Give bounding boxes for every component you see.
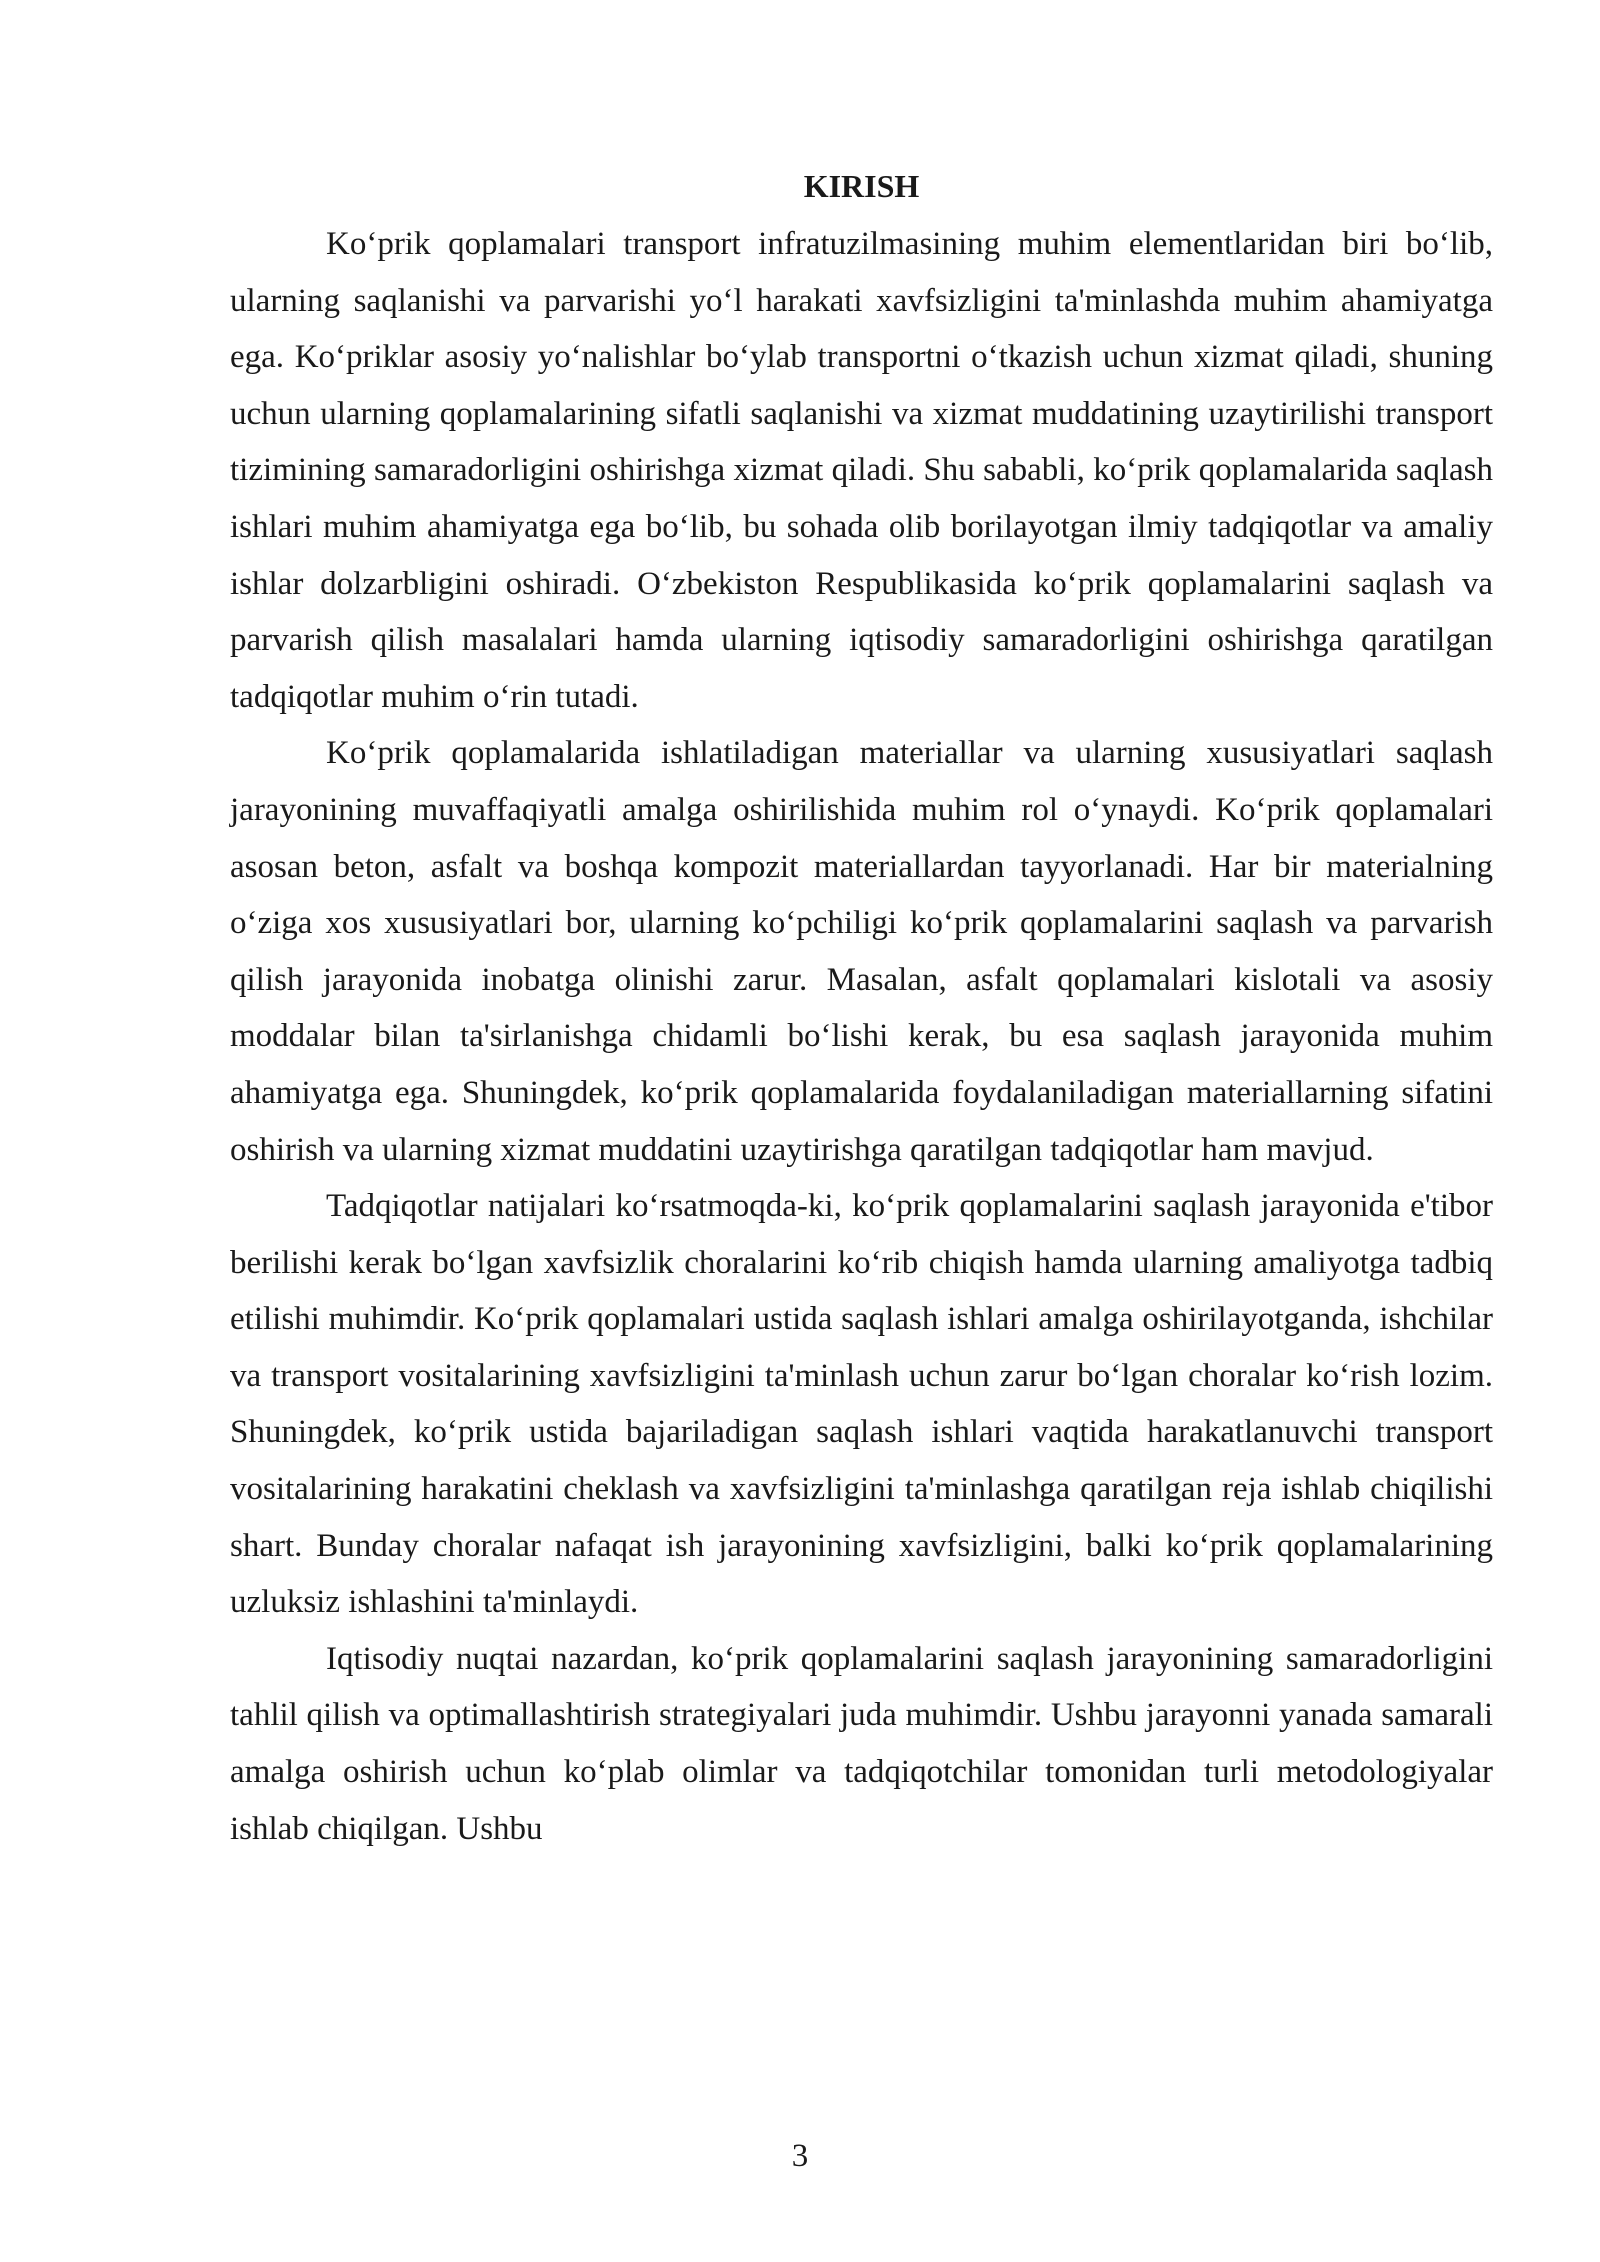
paragraph-2: Ko‘prik qoplamalarida ishlatiladigan materiallar va ularning xususiyatlari saqlash jarayonining muvaffaqiyatli amalga oshirilishida muhim rol o‘ynaydi. Ko‘prik qoplamalari asosan beton, asfalt va boshqa kompozit materiallardan tayyorlanadi. Har bir materialning o‘ziga xos xususiyatlari bor, ularning ko‘pchiligi ko‘prik qoplamalarini saqlash va parvarish qilish jarayonida inobatga olinishi zarur. Masalan, asfalt qoplamalari kislotali va asosiy moddalar bilan ta'sirlanishga chidamli bo‘lishi kerak, bu esa saqlash jarayonida muhim ahamiyatga ega. Shuningdek, ko‘prik qoplamalarida foydalaniladigan materiallarning sifatini oshirish va ularning xizmat muddatini uzaytirishga qaratilgan tadqiqotlar ham mavjud. — [230, 735, 1493, 1168]
page-content — [230, 162, 1493, 1857]
paragraph-4: Iqtisodiy nuqtai nazardan, ko‘prik qoplamalarini saqlash jarayonining samaradorligini tahlil qilish va optimallashtirish strategiyalari juda muhimdir. Ushbu jarayonni yanada samarali amalga oshirish uchun ko‘plab olimlar va tadqiqotchilar tomonidan turli metodologiyalar ishlab chiqilgan. Ushbu — [230, 1640, 1493, 1847]
paragraph-1: Ko‘prik qoplamalari transport infratuzilmasining muhim elementlaridan biri bo‘lib, ularning saqlanishi va parvarishi yo‘l harakati xavfsizligini ta'minlashda muhim ahamiyatga ega. Ko‘priklar asosiy yo‘nalishlar bo‘ylab transportni o‘tkazish uchun xizmat qiladi, shuning uchun ularning qoplamalarining sifatli saqlanishi va xizmat muddatining uzaytirilishi transport tizimining samaradorligini oshirishga xizmat qiladi. Shu sababli, ko‘prik qoplamalarida saqlash ishlari muhim ahamiyatga ega bo‘lib, bu sohada olib borilayotgan ilmiy tadqiqotlar va amaliy ishlar dolzarbligini oshiradi. O‘zbekiston Respublikasida ko‘prik qoplamalarini saqlash va parvarish qilish masalalari hamda ularning iqtisodiy samaradorligini oshirishga qaratilgan tadqiqotlar muhim o‘rin tutadi. — [230, 226, 1493, 715]
paragraph-3: Tadqiqotlar natijalari ko‘rsatmoqda-ki, ko‘prik qoplamalarini saqlash jarayonida e'tibor berilishi kerak bo‘lgan xavfsizlik choralarini ko‘rib chiqish hamda ularning amaliyotga tadbiq etilishi muhimdir. Ko‘prik qoplamalari ustida saqlash ishlari amalga oshirilayotganda, ishchilar va transport vositalarining xavfsizligini ta'minlash uchun zarur bo‘lgan choralar ko‘rish lozim. Shuningdek, ko‘prik ustida bajariladigan saqlash ishlari vaqtida harakatlanuvchi transport vositalarining harakatini cheklash va xavfsizligini ta'minlashga qaratilgan reja ishlab chiqilishi shart. Bunday choralar nafaqat ish jarayonining xavfsizligini, balki ko‘prik qoplamalarining uzluksiz ishlashini ta'minlaydi. — [230, 1188, 1493, 1621]
page-number: 3 — [791, 2138, 809, 2174]
page-title: KIRISH — [803, 168, 920, 204]
